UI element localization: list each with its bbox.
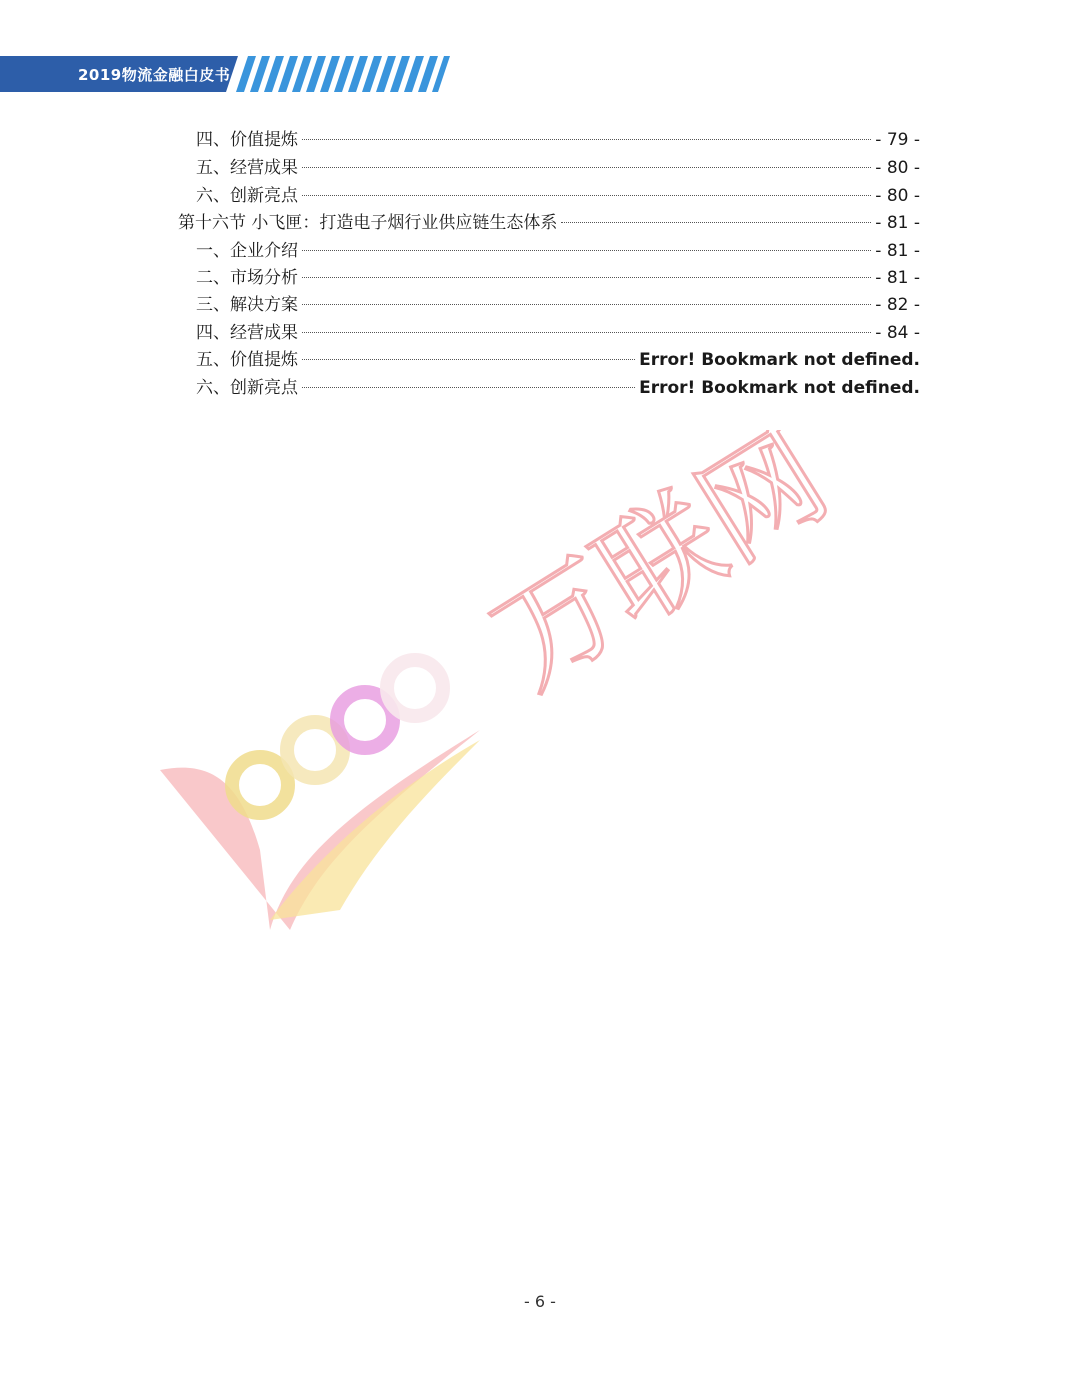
- toc-leader-dots: [302, 359, 635, 360]
- wanlian-watermark-logo: [150, 430, 910, 954]
- toc-leader-dots: [302, 387, 635, 388]
- toc-entry-page: - 81 -: [875, 268, 920, 288]
- toc-entry[interactable]: [196, 127, 920, 153]
- toc-entry[interactable]: [196, 155, 920, 181]
- toc-entry-label: 三、解决方案: [196, 295, 298, 315]
- toc-entry[interactable]: [196, 292, 920, 318]
- toc-entry-page: - 80 -: [875, 158, 920, 178]
- toc-entry-page: - 82 -: [875, 295, 920, 315]
- page-number: - 6 -: [524, 1292, 556, 1311]
- toc-entry[interactable]: [196, 375, 920, 401]
- toc-entry-label: 六、创新亮点: [196, 186, 298, 206]
- toc-leader-dots: [302, 332, 871, 333]
- toc-entry-page: - 81 -: [875, 213, 920, 233]
- toc-leader-dots: [302, 250, 871, 251]
- toc-entry-page: - 84 -: [875, 323, 920, 343]
- toc-leader-dots: [302, 195, 871, 196]
- toc-entry-label: 一、企业介绍: [196, 241, 298, 261]
- toc-entry-page: - 81 -: [875, 241, 920, 261]
- toc-entry[interactable]: [196, 265, 920, 291]
- toc-leader-dots: [302, 304, 871, 305]
- toc-entry[interactable]: [196, 347, 920, 373]
- toc-entry-page: Error! Bookmark not defined.: [639, 350, 920, 370]
- toc-entry[interactable]: [178, 210, 920, 236]
- toc-entry[interactable]: [196, 183, 920, 209]
- toc-entry-page: Error! Bookmark not defined.: [639, 378, 920, 398]
- toc-leader-dots: [302, 139, 871, 140]
- watermark-text: 万联网: [471, 430, 851, 715]
- toc-entry-page: - 80 -: [875, 186, 920, 206]
- toc-leader-dots: [302, 167, 871, 168]
- toc-entry[interactable]: [196, 320, 920, 346]
- toc-entry-label: 二、市场分析: [196, 268, 298, 288]
- toc-entry-page: - 79 -: [875, 130, 920, 150]
- toc-entry-label: 四、价值提炼: [196, 130, 298, 150]
- toc-entry-label: 第十六节 小飞匣：打造电子烟行业供应链生态体系: [178, 213, 558, 233]
- toc-entry-label: 五、经营成果: [196, 158, 298, 178]
- toc-entry[interactable]: [196, 238, 920, 264]
- toc-entry-label: 五、价值提炼: [196, 350, 298, 370]
- toc-leader-dots: [561, 222, 871, 223]
- toc-entry-label: 六、创新亮点: [196, 378, 298, 398]
- document-title: 2019物流金融白皮书: [78, 66, 231, 84]
- toc-leader-dots: [302, 277, 871, 278]
- toc-entry-label: 四、经营成果: [196, 323, 298, 343]
